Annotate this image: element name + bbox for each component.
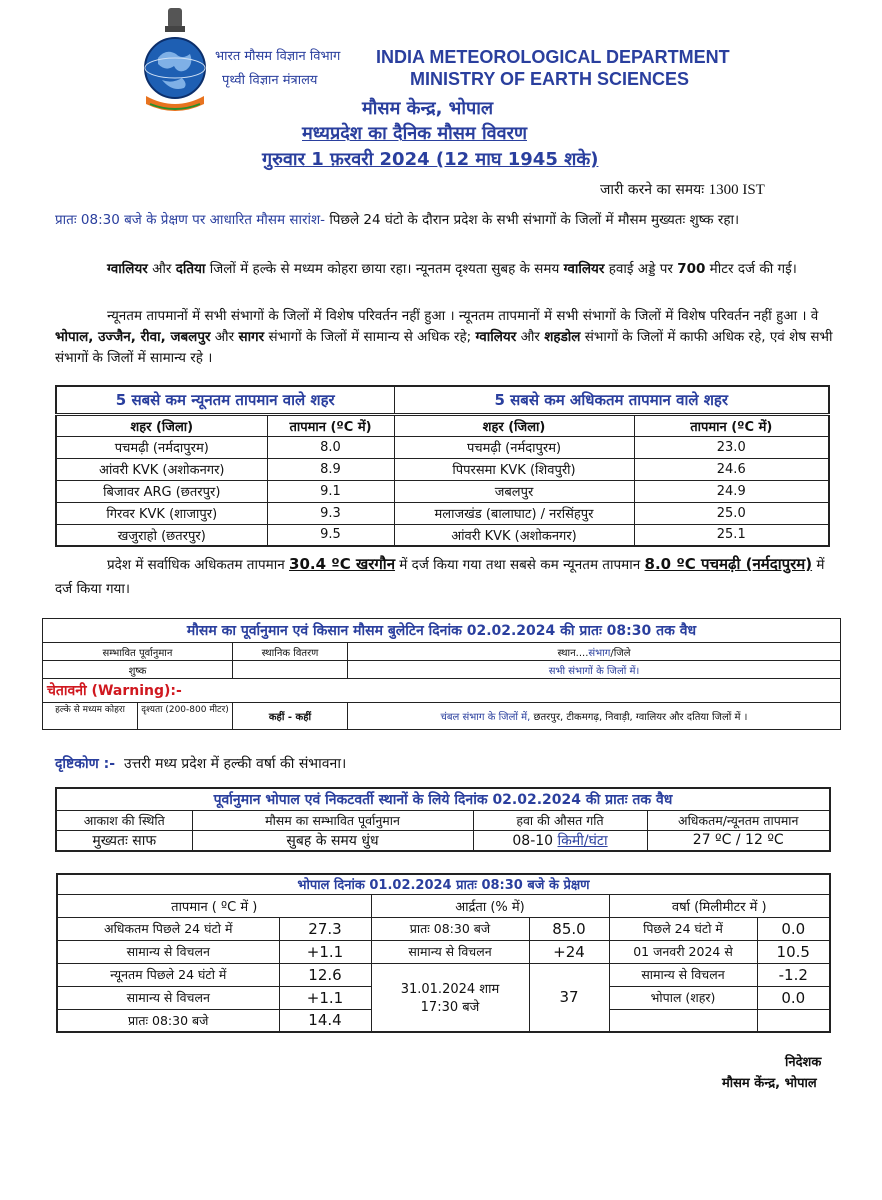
obs-temp-value: 27.3 [279, 917, 371, 940]
p3-i: संभागों के जिलों में काफी अधिक रहे, एवं शेष सभी संभागों के जिलों में सामान्य रहे । [55, 329, 833, 366]
obs-hum-evening [371, 963, 529, 1032]
p2-gwalior2: ग्वालियर [563, 261, 605, 277]
record-text [55, 552, 833, 601]
obs-temp-label: प्रातः 08:30 बजे [57, 1009, 279, 1032]
summary-p2 [55, 259, 825, 280]
page-title: मध्यप्रदेश का दैनिक मौसम विवरण [302, 123, 528, 144]
obs-temp-value: 14.4 [279, 1009, 371, 1032]
obs-rain-label: 01 जनवरी 2024 से [609, 940, 757, 963]
col3-place: स्थान.... [557, 647, 589, 659]
warning-chambal: चंबल संभाग के जिलों में, [440, 712, 531, 723]
summary-lead: प्रातः 08:30 बजे के प्रेक्षण पर आधारित मौसम सारांश- [55, 212, 326, 228]
header-hi-ministry: पृथ्वी विज्ञान मंत्रालय [222, 73, 318, 88]
obs-rain-label: सामान्य से विचलन [609, 963, 757, 986]
obs-hum-evening-date: 31.01.2024 शाम [400, 982, 500, 998]
obs-h-hum: आर्द्रता (% में) [371, 894, 609, 917]
obs-rain-value: 0.0 [757, 986, 830, 1009]
col-city-max: शहर (जिला) [394, 414, 634, 436]
summary-text-1: पिछले 24 घंटो के दौरान प्रदेश के सभी संभागों के जिलों में मौसम मुख्यतः शुष्क रहा। [329, 212, 740, 228]
p3-c: और [210, 329, 239, 345]
forecast-table [42, 618, 841, 730]
obs-h-temp: तापमान ( ºC में ) [57, 894, 371, 917]
outlook-label: दृष्टिकोण :- [55, 756, 116, 772]
warning-areas [348, 703, 841, 730]
max-temp: 24.9 [634, 480, 829, 502]
table-row [56, 524, 829, 546]
obs-hum-label: सामान्य से विचलन [371, 940, 529, 963]
max-temp: 23.0 [634, 436, 829, 458]
table-row [56, 436, 829, 458]
col-city-min: शहर (जिला) [56, 414, 267, 436]
record-e: में दर्ज किया गया। [55, 557, 825, 597]
forecast-blank [233, 661, 348, 679]
obs-temp-label: अधिकतम पिछले 24 घंटो में [57, 917, 279, 940]
issue-time-label: जारी करने का समयः [600, 182, 705, 198]
max-title: 5 सबसे कम अधिकतम तापमान वाले शहर [394, 386, 829, 414]
warning-label: चेतावनी (Warning):- [43, 679, 841, 703]
observation-table [56, 873, 831, 1033]
summary-p1 [55, 210, 835, 231]
forecast-title: मौसम का पूर्वानुमान एवं किसान मौसम बुलेटिन दिनांक 02.02.2024 की प्रातः 08:30 तक वैध [43, 619, 841, 643]
p2-datia: दतिया [175, 261, 206, 277]
bhopal-wind [473, 830, 647, 851]
obs-temp-label: सामान्य से विचलन [57, 986, 279, 1009]
header-en-ministry: MINISTRY OF EARTH SCIENCES [410, 69, 690, 89]
warning-fog [43, 703, 233, 730]
max-temp: 25.0 [634, 502, 829, 524]
p3-a: न्यूनतम तापमानों में सभी संभागों के जिलों में विशेष परिवर्तन नहीं हुआ । न्यूनतम तापमानों में सभी संभागों के जिलों में विशेष परिवर्तन नहीं हुआ । वे [107, 308, 819, 324]
min-city: पचमढ़ी (नर्मदापुरम) [56, 436, 267, 458]
col-temp-min: तापमान (ºC में) [267, 414, 394, 436]
obs-rain-label: पिछले 24 घंटो में [609, 917, 757, 940]
min-temp: 9.1 [267, 480, 394, 502]
min-city: आंवरी KVK (अशोकनगर) [56, 458, 267, 480]
obs-rain-value: 10.5 [757, 940, 830, 963]
wind-value: 08-10 [512, 832, 554, 849]
record-c: में दर्ज किया गया तथा सबसे कम न्यूनतम तापमान [395, 557, 645, 573]
header-hi-dept: भारत मौसम विज्ञान विभाग [215, 49, 341, 64]
bhopal-h-temp: अधिकतम/न्यूनतम तापमान [647, 810, 830, 830]
signature-title: निदेशक [785, 1055, 822, 1070]
p3-e: संभागों के जिलों में सामान्य से अधिक रहे; [264, 329, 476, 345]
p2-airport: हवाई अड्डे पर [604, 261, 678, 277]
p3-h: शहडोल [544, 329, 581, 345]
centre-title: मौसम केन्द्र, भोपाल [362, 98, 494, 119]
min-city: बिजावर ARG (छतरपुर) [56, 480, 267, 502]
forecast-all-divisions: सभी संभागों के जिलों में। [348, 661, 841, 679]
min-temp: 8.9 [267, 458, 394, 480]
obs-hum-value: +24 [529, 940, 609, 963]
obs-temp-value: +1.1 [279, 940, 371, 963]
col3-district: /जिले [610, 647, 631, 659]
p2-gwalior: ग्वालियर [107, 261, 148, 277]
bhopal-forecast-title: पूर्वानुमान भोपाल एवं निकटवर्ती स्थानों के लिये दिनांक 02.02.2024 की प्रातः तक वैध [56, 788, 830, 810]
issue-time-value: 1300 IST [708, 182, 765, 198]
max-temp: 25.1 [634, 524, 829, 546]
report-date: गुरुवार 1 फ़रवरी 2024 (12 माघ 1945 शके) [262, 149, 599, 170]
summary-p3 [55, 306, 833, 369]
record-a: प्रदेश में सर्वाधिक अधिकतम तापमान [107, 557, 290, 573]
max-city: पचमढ़ी (नर्मदापुरम) [394, 436, 634, 458]
min-city: खजुराहो (छतरपुर) [56, 524, 267, 546]
p2-text: जिलों में हल्के से मध्यम कोहरा छाया रहा। न्यूनतम दृश्यता सुबह के समय [205, 261, 564, 277]
bhopal-temp: 27 ºC / 12 ºC [647, 830, 830, 851]
outlook-text: उत्तरी मध्य प्रदेश में हल्की वर्षा की संभावना। [123, 756, 347, 772]
bhopal-h-sky: आकाश की स्थिति [56, 810, 192, 830]
header-en-dept: INDIA METEOROLOGICAL DEPARTMENT [376, 47, 730, 67]
outlook [55, 754, 346, 773]
obs-rain-label: भोपाल (शहर) [609, 986, 757, 1009]
record-max: 30.4 ºC खरगौन [289, 555, 396, 573]
obs-h-rain: वर्षा (मिलीमीटर में ) [609, 894, 830, 917]
signature-office: मौसम केंन्द्र, भोपाल [722, 1076, 817, 1091]
imd-logo [140, 6, 210, 114]
bhopal-h-wind: हवा की औसत गति [473, 810, 647, 830]
warning-visibility: दृश्यता (200-800 मीटर) [141, 705, 229, 715]
obs-rain-value: -1.2 [757, 963, 830, 986]
bhopal-weather: सुबह के समय धुंध [192, 830, 473, 851]
min-title: 5 सबसे कम न्यूनतम तापमान वाले शहर [56, 386, 394, 414]
obs-hum-evening-value: 37 [529, 963, 609, 1032]
forecast-col2: स्थानिक वितरण [233, 643, 348, 661]
table-row [56, 502, 829, 524]
obs-hum-value: 85.0 [529, 917, 609, 940]
p2-and: और [147, 261, 176, 277]
max-city: पिपरसमा KVK (शिवपुरी) [394, 458, 634, 480]
max-city: मलाजखंड (बालाघाट) / नरसिंहपुर [394, 502, 634, 524]
obs-hum-label: प्रातः 08:30 बजे [371, 917, 529, 940]
p2-end: मीटर दर्ज की गई। [705, 261, 797, 277]
warning-spread: कहीं - कहीं [233, 703, 348, 730]
obs-temp-label: सामान्य से विचलन [57, 940, 279, 963]
p3-g: और [516, 329, 545, 345]
forecast-dry: शुष्क [43, 661, 233, 679]
min-temp: 9.3 [267, 502, 394, 524]
table-row [56, 458, 829, 480]
issue-time [600, 180, 765, 199]
col-temp-max: तापमान (ºC में) [634, 414, 829, 436]
obs-rain-value: 0.0 [757, 917, 830, 940]
min-city: गिरवर KVK (शाजापुर) [56, 502, 267, 524]
min-temp: 9.5 [267, 524, 394, 546]
forecast-col3 [348, 643, 841, 661]
col3-division: संभाग [588, 647, 611, 659]
p3-f: ग्वालियर [475, 329, 517, 345]
max-temp: 24.6 [634, 458, 829, 480]
obs-hum-evening-time: 17:30 बजे [420, 1000, 480, 1016]
bhopal-forecast-table [55, 787, 831, 852]
forecast-col1: सम्भावित पूर्वानुमान [43, 643, 233, 661]
warning-fog-type: हल्के से मध्यम कोहरा [43, 703, 138, 729]
bhopal-sky: मुख्यतः साफ [56, 830, 192, 851]
p2-700: 700 [677, 261, 706, 277]
extremes-table [55, 385, 830, 547]
table-row [56, 480, 829, 502]
record-min: 8.0 ºC पचमढ़ी (नर्मदापुरम) [644, 555, 813, 573]
obs-temp-label: न्यूनतम पिछले 24 घंटो में [57, 963, 279, 986]
obs-rain-blank [609, 1009, 757, 1032]
max-city: जबलपुर [394, 480, 634, 502]
obs-temp-value: 12.6 [279, 963, 371, 986]
max-city: आंवरी KVK (अशोकनगर) [394, 524, 634, 546]
bhopal-h-weather: मौसम का सम्भावित पूर्वानुमान [192, 810, 473, 830]
min-temp: 8.0 [267, 436, 394, 458]
wind-unit: किमी/घंटा [557, 832, 608, 849]
warning-districts: छतरपुर, टीकमगढ़, निवाड़ी, ग्वालियर और दतिया जिलों में । [530, 712, 748, 723]
obs-temp-value: +1.1 [279, 986, 371, 1009]
obs-title: भोपाल दिनांक 01.02.2024 प्रातः 08:30 बजे के प्रेक्षण [57, 874, 830, 894]
p3-b: भोपाल, उज्जैन, रीवा, जबलपुर [55, 329, 211, 345]
p3-d: सागर [238, 329, 265, 345]
obs-rain-blank [757, 1009, 830, 1032]
